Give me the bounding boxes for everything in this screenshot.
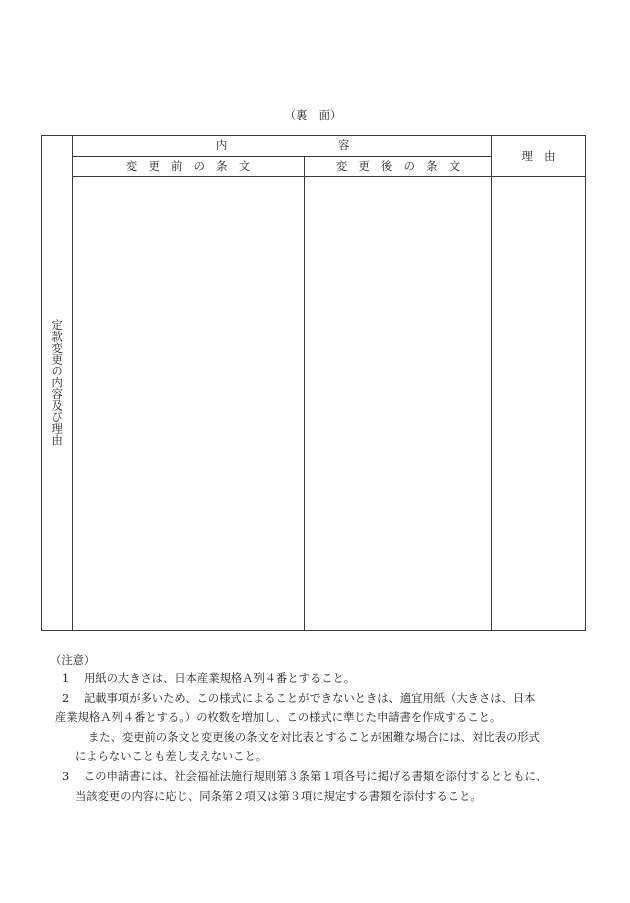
notes-heading: （注意） [50, 654, 96, 667]
before-header: 変 更 前 の 条 文 [125, 160, 251, 173]
note-line: また、変更前の条文と変更後の条文を対比表とすることが困難な場合には、対比表の形式 [88, 731, 540, 744]
side-label: 定款変更の内容及び理由 [50, 319, 64, 446]
note-number: 1 [62, 672, 70, 685]
note-number: 3 [62, 770, 70, 783]
note-line: によらないことも差し支えないこと。 [75, 750, 268, 763]
note-line: 用紙の大きさは、日本産業規格Ａ列４番とすること。 [84, 672, 356, 685]
after-header: 変 更 後 の 条 文 [335, 160, 461, 173]
reason-cell[interactable] [492, 177, 585, 630]
reason-header: 理 由 [521, 150, 556, 163]
page-title: （裏 面） [284, 109, 342, 122]
after-text-cell[interactable] [305, 177, 491, 630]
note-line: この申請書には、社会福祉法施行規則第３条第１項各号に掲げる書類を添付するとともに、 [84, 770, 548, 783]
table-bottom-border [41, 630, 585, 631]
note-line: 当該変更の内容に応じ、同条第２項又は第３項に規定する書類を添付すること。 [75, 790, 482, 803]
table-right-border [585, 135, 586, 631]
note-number: 2 [62, 692, 70, 705]
content-header-right-char: 容 [338, 139, 350, 152]
before-text-cell[interactable] [73, 177, 304, 630]
note-line: 産業規格Ａ列４番とする。）の枚数を増加し、この様式に準じた申請書を作成すること。 [55, 711, 502, 724]
side-label-cell [41, 135, 72, 630]
content-header-left-char: 内 [216, 139, 228, 152]
note-line: 記載事項が多いため、この様式によることができないときは、適宜用紙（大きさは、日本 [84, 692, 536, 705]
